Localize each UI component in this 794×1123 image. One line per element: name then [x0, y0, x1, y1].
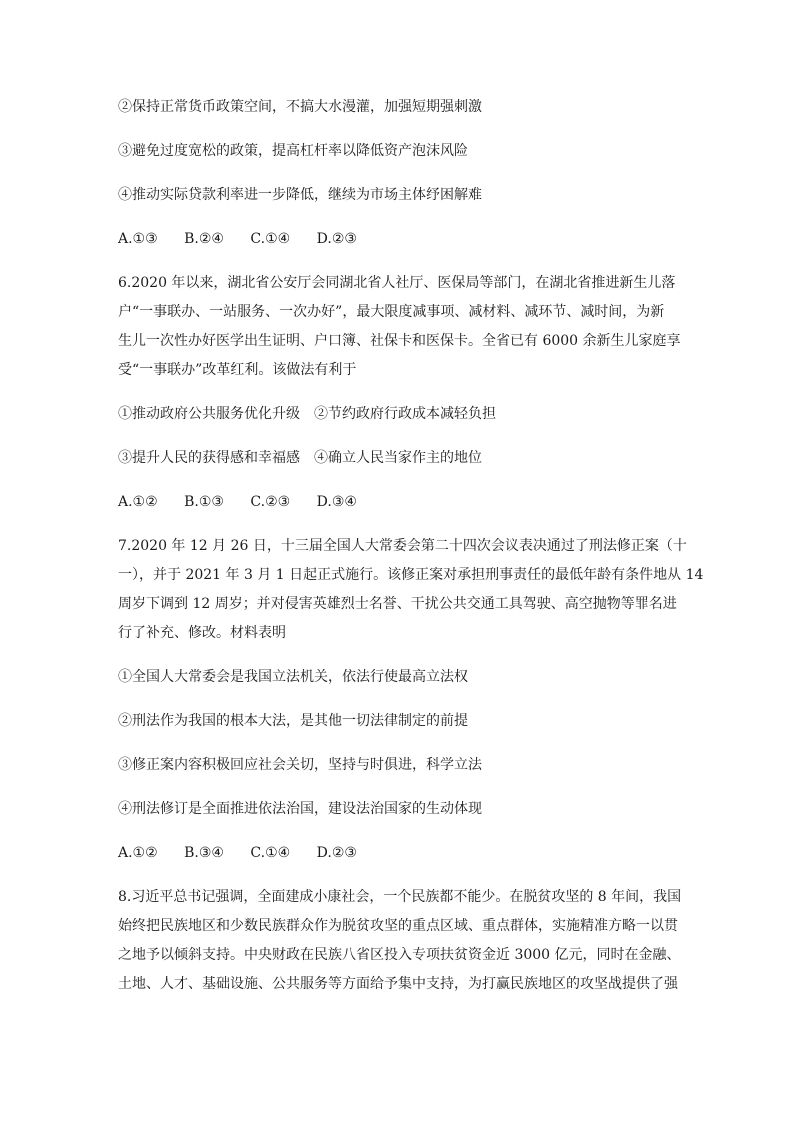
exam-page [118, 96, 704, 1017]
q7-stem-line: 7.2020 年 12 月 26 日，十三届全国人大常委会第二十四次会议表决通过了刑法修正案（十 [118, 538, 687, 554]
q6-choice-b: B.①③ [184, 494, 224, 510]
q5-option-3: ③避免过度宽松的政策，提高杠杆率以降低资产泡沫风险 [118, 143, 468, 159]
q5-choice-d: D.②③ [316, 231, 357, 247]
q8-stem-line: 土地、人才、基础设施、公共服务等方面给予集中支持，为打赢民族地区的攻坚战提供了强 [118, 976, 678, 992]
q7-choice-a: A.①② [118, 845, 158, 861]
q7-option-4: ④刑法修订是全面推进依法治国，建设法治国家的生动体现 [118, 801, 482, 817]
q6-choices [118, 491, 678, 513]
q7-stem-line: 行了补充、修改。材料表明 [118, 625, 286, 641]
q6-choice-d: D.③④ [316, 494, 357, 510]
q7-choice-c: C.①④ [250, 845, 291, 861]
q6-stem-line: 6.2020 年以来，湖北省公安厅会同湖北省人社厅、医保局等部门，在湖北省推进新生儿落 [118, 275, 676, 291]
q7-choices [118, 842, 678, 864]
q6-option-line: ①推动政府公共服务优化升级 ②节约政府行政成本减轻负担 [118, 406, 496, 422]
q6-option-line: ③提升人民的获得感和幸福感 ④确立人民当家作主的地位 [118, 450, 482, 466]
q5-choice-b: B.②④ [184, 231, 224, 247]
q7-choice-b: B.③④ [184, 845, 224, 861]
q8-stem [118, 886, 682, 995]
q7-stem-line: 一），并于 2021 年 3 月 1 日起正式施行。该修正案对承担刑事责任的最低年龄有条件地从 14 [118, 567, 704, 583]
q8-stem-line: 8.习近平总书记强调，全面建成小康社会，一个民族都不能少。在脱贫攻坚的 8 年间，我国 [118, 889, 682, 905]
q7-choice-d: D.②③ [316, 845, 357, 861]
q7-option-2: ②刑法作为我国的根本大法，是其他一切法律制定的前提 [118, 713, 468, 729]
q6-choice-c: C.②③ [250, 494, 291, 510]
q5-option-4: ④推动实际贷款利率进一步降低，继续为市场主体纾困解难 [118, 187, 482, 203]
q5-choice-a: A.①③ [118, 231, 158, 247]
q6-stem-line: 户“一事联办、一站服务、一次办好”，最大限度减事项、减材料、减环节、减时间，为新 [118, 304, 665, 320]
q7-stem [118, 535, 704, 644]
q6-stem-line: 受“一事联办”改革红利。该做法有利于 [118, 362, 357, 378]
q6-stem [118, 272, 681, 381]
q5-choices [118, 228, 678, 250]
q7-option-1: ①全国人大常委会是我国立法机关，依法行使最高立法权 [118, 669, 468, 685]
q7-option-3: ③修正案内容积极回应社会关切，坚持与时俱进，科学立法 [118, 757, 482, 773]
q7-stem-line: 周岁下调到 12 周岁；并对侵害英雄烈士名誉、干扰公共交通工具驾驶、高空抛物等罪名进 [118, 596, 677, 612]
q5-option-2: ②保持正常货币政策空间，不搞大水漫灌，加强短期强刺激 [118, 99, 482, 115]
q5-choice-c: C.①④ [250, 231, 291, 247]
q8-stem-line: 始终把民族地区和少数民族群众作为脱贫攻坚的重点区域、重点群体，实施精准方略一以贯 [118, 918, 678, 934]
q5-options [118, 96, 678, 206]
q6-stem-line: 生儿一次性办好医学出生证明、户口簿、社保卡和医保卡。全省已有 6000 余新生儿家庭享 [118, 333, 681, 349]
q6-choice-a: A.①② [118, 494, 158, 510]
q8-stem-line: 之地予以倾斜支持。中央财政在民族八省区投入专项扶贫资金近 3000 亿元，同时在金融、 [118, 947, 681, 963]
